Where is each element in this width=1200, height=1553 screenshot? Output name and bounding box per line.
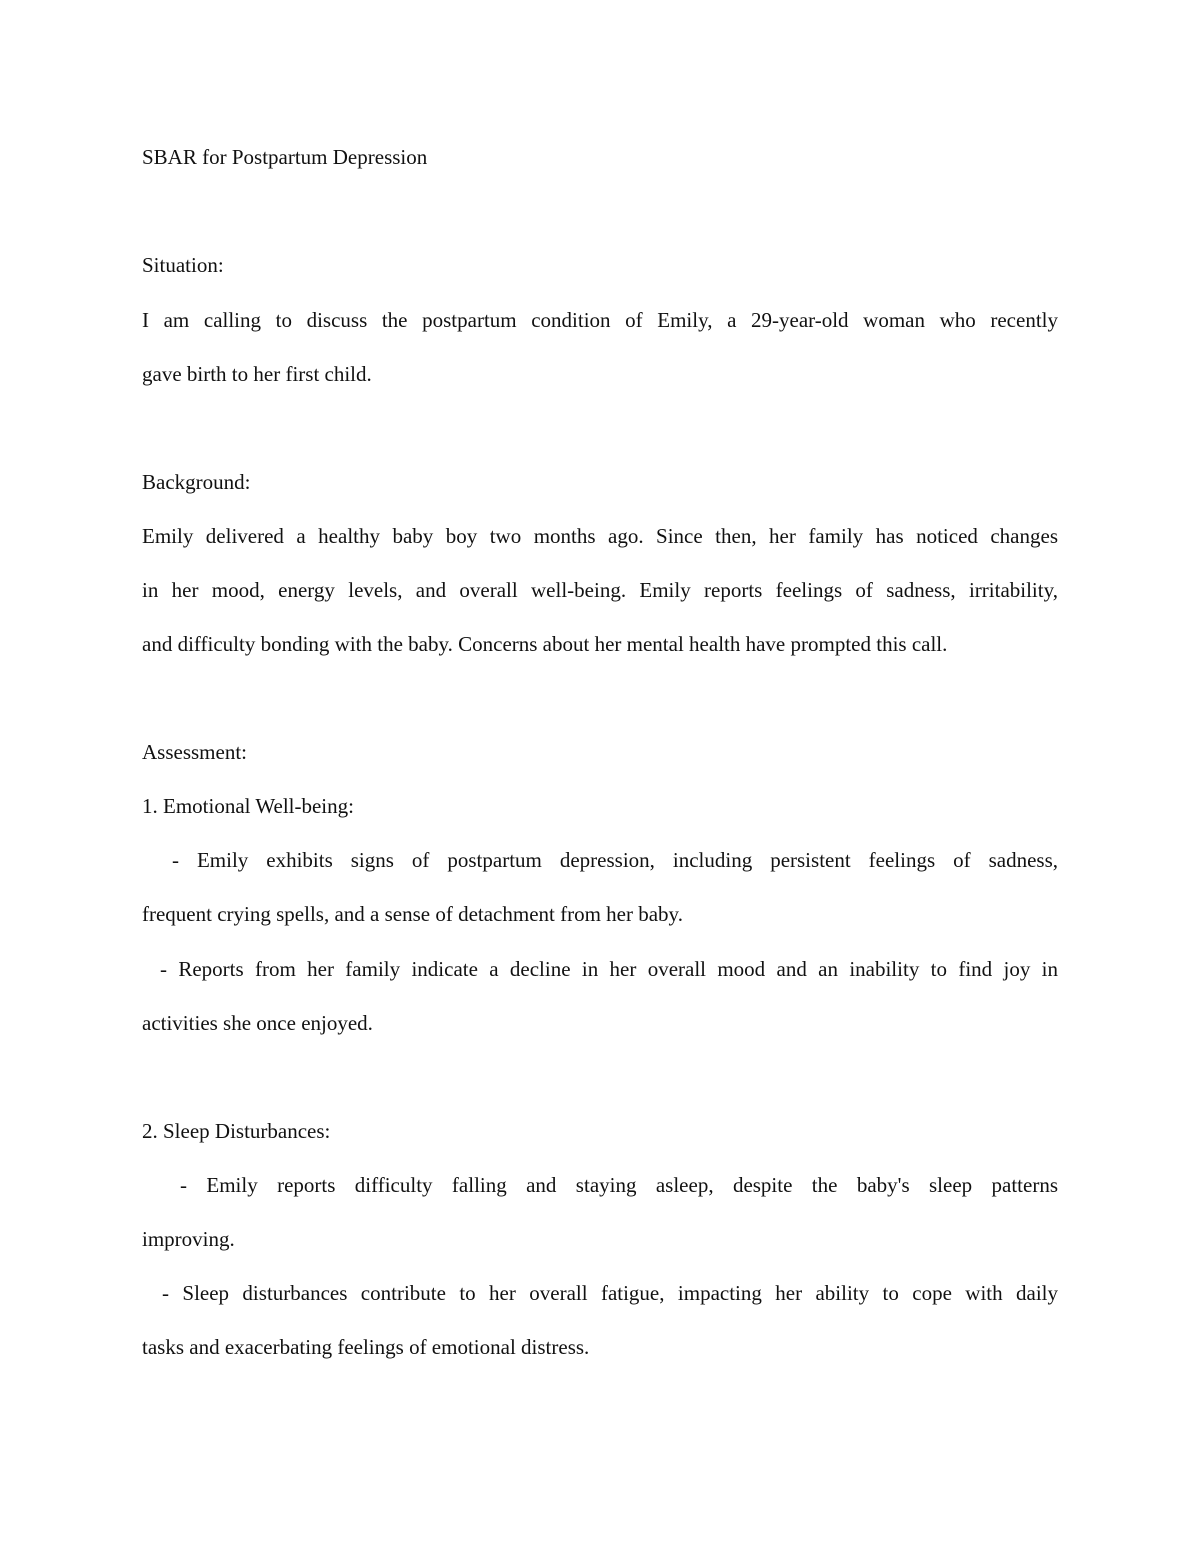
background-line-2: in her mood, energy levels, and overall well-being. Emily reports feelings of sadness, irritability, — [142, 578, 1058, 602]
document-title: SBAR for Postpartum Depression — [142, 145, 428, 169]
situation-line-1: I am calling to discuss the postpartum condition of Emily, a 29-year-old woman who recently — [142, 308, 1058, 332]
assessment-item-2-heading: 2. Sleep Disturbances: — [142, 1119, 331, 1143]
assessment-item-2-bullet-1-line-1: - Emily reports difficulty falling and staying asleep, despite the baby's sleep patterns — [180, 1173, 1058, 1197]
assessment-item-2-bullet-1-line-2: improving. — [142, 1227, 235, 1251]
assessment-item-1-bullet-1-line-2: frequent crying spells, and a sense of detachment from her baby. — [142, 902, 683, 926]
assessment-item-1-bullet-2-line-1: - Reports from her family indicate a decline in her overall mood and an inability to find joy in — [160, 957, 1058, 981]
situation-heading: Situation: — [142, 253, 224, 277]
situation-line-2: gave birth to her first child. — [142, 362, 372, 386]
background-heading: Background: — [142, 470, 251, 494]
assessment-item-2-bullet-2-line-1: - Sleep disturbances contribute to her overall fatigue, impacting her ability to cope with daily — [162, 1281, 1058, 1305]
background-line-3: and difficulty bonding with the baby. Concerns about her mental health have prompted this call. — [142, 632, 948, 656]
assessment-item-1-bullet-2-line-2: activities she once enjoyed. — [142, 1011, 373, 1035]
assessment-heading: Assessment: — [142, 740, 247, 764]
assessment-item-1-bullet-1-line-1: - Emily exhibits signs of postpartum depression, including persistent feelings of sadness, — [172, 848, 1058, 872]
assessment-item-2-bullet-2-line-2: tasks and exacerbating feelings of emotional distress. — [142, 1335, 590, 1359]
assessment-item-1-heading: 1. Emotional Well-being: — [142, 794, 354, 818]
background-line-1: Emily delivered a healthy baby boy two months ago. Since then, her family has noticed changes — [142, 524, 1058, 548]
